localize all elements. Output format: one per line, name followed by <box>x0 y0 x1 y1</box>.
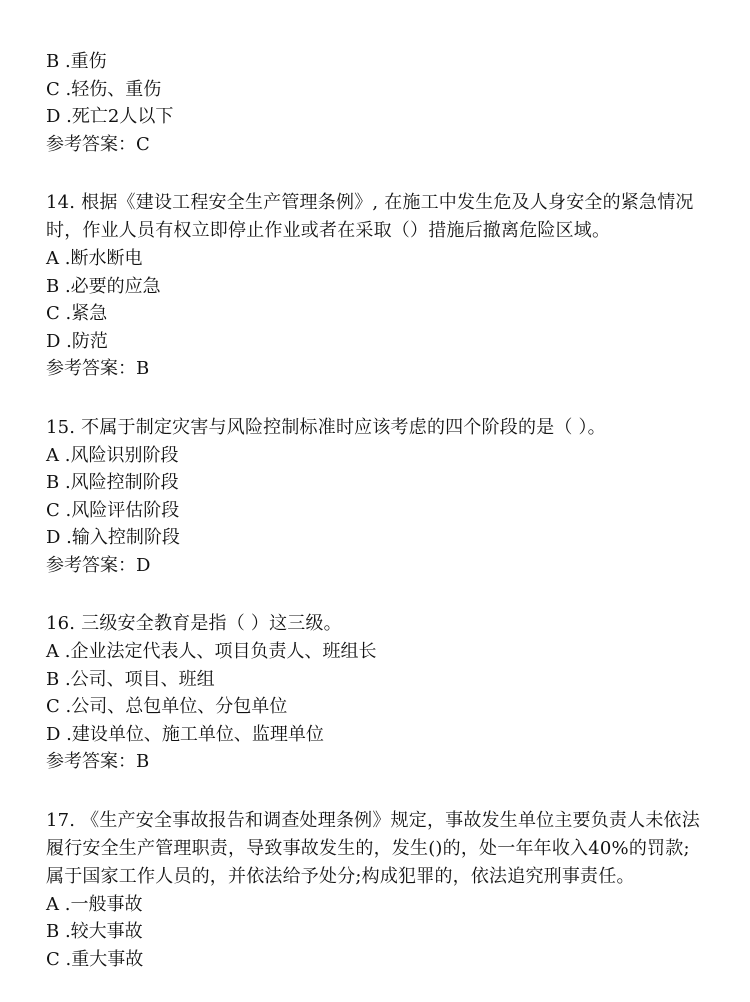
option-c: C .轻伤、重伤 <box>46 78 162 100</box>
option-c: C .风险评估阶段 <box>46 499 180 521</box>
option-c: C .公司、总包单位、分包单位 <box>46 696 288 717</box>
option-b: B .重伤 <box>46 51 107 72</box>
question-title: 17. 《生产安全事故报告和调查处理条例》规定，事故发生单位主要负责人未依法履行安全生产管理职责，导致事故发生的，发生()的，处一年年收入40%的罚款;属于国家工作人员的，并依法给予处分;构成犯罪的，依法追究刑事责任。 <box>46 809 700 887</box>
question-14 <box>46 189 706 383</box>
option-a: A .企业法定代表人、项目负责人、班组长 <box>46 641 377 662</box>
option-a: A .风险识别阶段 <box>46 444 179 466</box>
question-title: 14. 根据《建设工程安全生产管理条例》, 在施工中发生危及人身安全的紧急情况时，作业人员有权立即停止作业或者在采取（）措施后撤离危险区域。 <box>46 192 694 241</box>
question-13-tail <box>46 48 706 158</box>
reference-answer: 参考答案：B <box>46 751 150 772</box>
reference-answer: 参考答案：C <box>46 133 150 155</box>
option-c: C .重大事故 <box>46 948 144 970</box>
reference-answer: 参考答案：B <box>46 358 150 379</box>
option-c: C .紧急 <box>46 303 108 324</box>
question-title: 15. 不属于制定灾害与风险控制标准时应该考虑的四个阶段的是（ ）。 <box>46 416 606 438</box>
document-page <box>46 48 706 973</box>
reference-answer: 参考答案：D <box>46 554 151 576</box>
option-b: B .必要的应急 <box>46 275 161 297</box>
option-d: D .死亡2人以下 <box>46 106 174 127</box>
question-15 <box>46 414 706 580</box>
question-16 <box>46 610 706 776</box>
option-b: B .风险控制阶段 <box>46 472 179 493</box>
option-b: B .较大事故 <box>46 921 143 942</box>
option-a: A .断水断电 <box>46 248 143 269</box>
option-a: A .一般事故 <box>46 893 143 915</box>
option-d: D .防范 <box>46 330 108 352</box>
option-b: B .公司、项目、班组 <box>46 668 215 690</box>
question-title: 16. 三级安全教育是指（ ）这三级。 <box>46 613 342 634</box>
question-17 <box>46 807 706 974</box>
option-d: D .输入控制阶段 <box>46 527 180 548</box>
option-d: D .建设单位、施工单位、监理单位 <box>46 723 324 745</box>
